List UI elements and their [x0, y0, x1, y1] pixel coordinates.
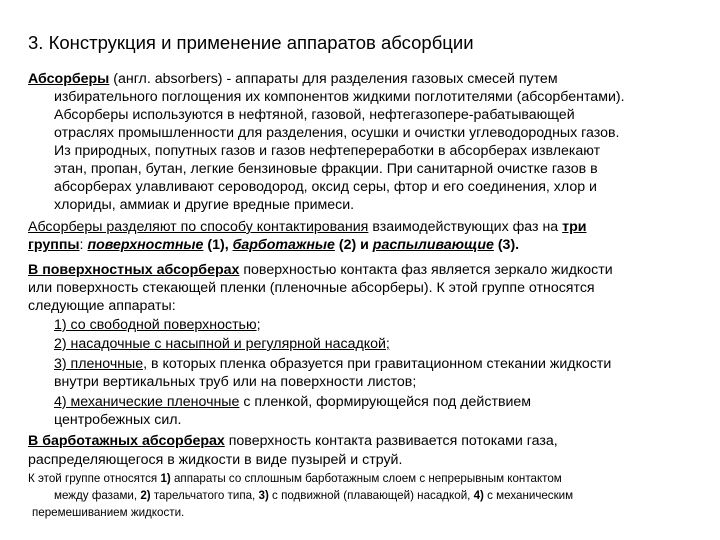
p1-line-4: отраслях промышленности для разделения, осушки и очистки углеводородных газов.	[54, 125, 620, 141]
p1-line-8: хлориды, аммиак и другие вредные примеси.	[54, 197, 355, 213]
list-item-3: 3) пленочные, в которых пленка образуется при гравитационном стекании жидкости	[54, 356, 612, 372]
list-item-3-cont: внутри вертикальных труб или на поверхности листов;	[54, 374, 417, 390]
page-title: 3. Конструкция и применение аппаратов абсорбции	[28, 32, 474, 53]
group-bubbling: барботажные	[232, 237, 335, 253]
list-item-1: 1) со свободной поверхностью;	[54, 317, 261, 333]
p1-line-7: абсорберах улавливают сероводород, оксид серы, фтор и его соединения, хлор и	[54, 179, 597, 195]
p1-line-3: Абсорберы используются в нефтяной, газовой, нефтегазопере-рабатывающей	[54, 107, 575, 123]
list-item-4: 4) механические пленочные с пленкой, формирующейся под действием	[54, 394, 532, 410]
p5-line-2: между фазами, 2) тарельчатого типа, 3) с подвижной (плавающей) насадкой, 4) с механическим	[54, 489, 574, 502]
list-item-4-cont: центробежных сил.	[54, 412, 182, 428]
p5-line-3: перемешиванием жидкости.	[32, 506, 185, 519]
p2-line-1: Абсорберы разделяют по способу контактирования взаимодействующих фаз на три	[28, 219, 587, 235]
group-spraying: распыливающие	[372, 237, 494, 253]
classification-phrase: Абсорберы разделяют по способу контактирования	[28, 219, 369, 235]
p5-line-1: К этой группе относятся 1) аппараты со сплошным барботажным слоем с непрерывным контактом	[28, 472, 562, 485]
p1-line-2: избирательного поглощения их компонентов жидкими поглотителями (абсорбентами).	[54, 89, 625, 105]
list-item-2: 2) насадочные с насыпной и регулярной насадкой;	[54, 336, 390, 352]
p1-line-5: Из природных, попутных газов и газов нефтепереработки в абсорберах извлекают	[54, 143, 601, 159]
p3-line-1: В поверхностных абсорберах поверхностью контакта фаз является зеркало жидкости	[28, 262, 613, 278]
p3-line-2: или поверхность стекающей пленки (пленочные абсорберы). К этой группе относятся	[28, 280, 595, 296]
p1-line-1: Абсорберы (англ. absorbers) - аппараты для разделения газовых смесей путем	[28, 71, 558, 87]
p4-line-2: распределяющегося в жидкости в виде пузырей и струй.	[28, 452, 403, 468]
p3-line-3: следующие аппараты:	[28, 298, 176, 314]
p1-line-6: этан, пропан, бутан, легкие бензиновые фракции. При санитарной очистке газов в	[54, 161, 598, 177]
group-surface: поверхностные	[87, 237, 204, 253]
term-surface-absorbers: В поверхностных абсорберах	[28, 262, 240, 278]
p4-line-1: В барботажных абсорберах поверхность контакта развивается потоками газа,	[28, 433, 558, 449]
groups-word: группы	[28, 237, 80, 253]
term-absorbers: Абсорберы	[28, 71, 110, 87]
three-word: три	[562, 219, 587, 235]
p2-line-2: группы: поверхностные (1), барботажные (2) и распыливающие (3).	[28, 237, 520, 253]
term-bubbling-absorbers: В барботажных абсорберах	[28, 433, 225, 449]
